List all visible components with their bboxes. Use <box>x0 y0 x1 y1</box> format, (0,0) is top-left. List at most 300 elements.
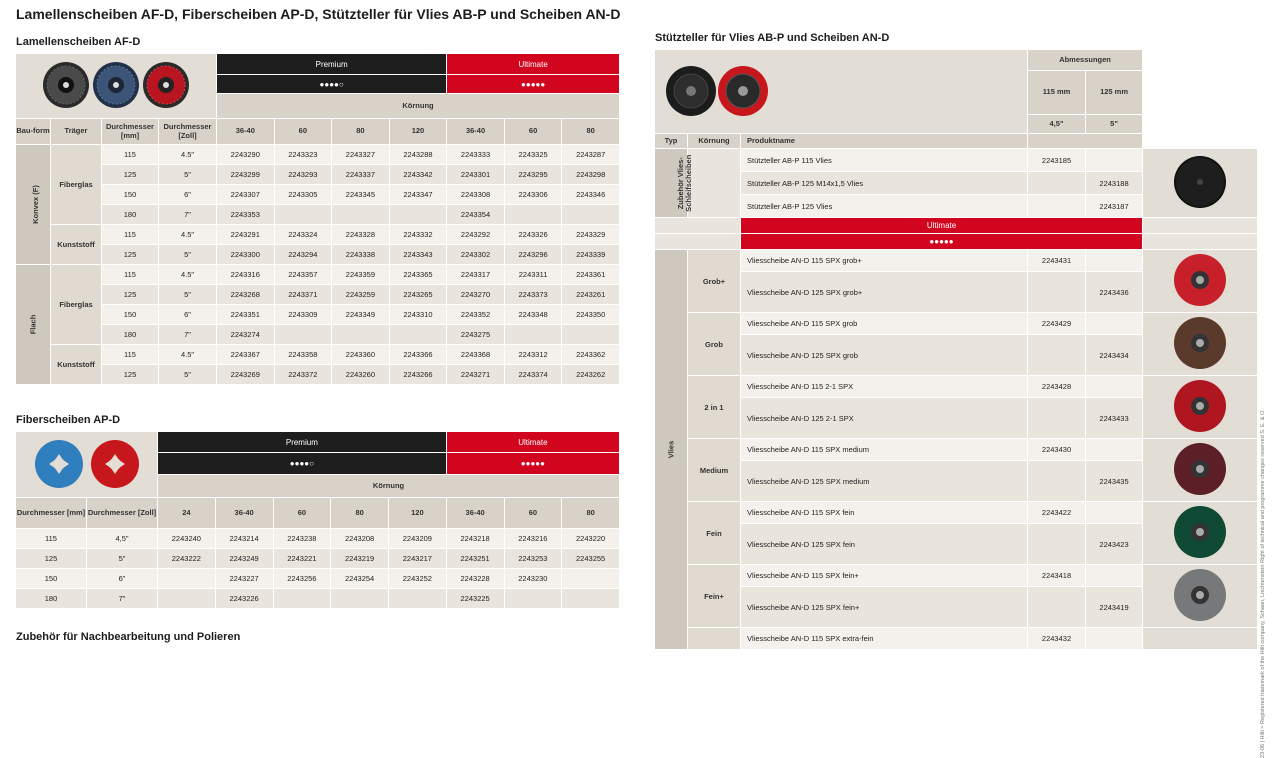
af-article-number <box>390 205 447 224</box>
af-article-number: 2243324 <box>275 225 332 244</box>
af-diameter-mm: 150 <box>102 305 158 324</box>
af-article-number: 2243270 <box>447 285 504 304</box>
af-product-images <box>16 54 216 118</box>
af-article-number: 2243351 <box>217 305 274 324</box>
af-table-row <box>16 185 619 204</box>
af-article-number: 2243259 <box>332 285 389 304</box>
ap-grit-header: 80 <box>331 498 388 528</box>
ap-grit-header: 36-40 <box>216 498 273 528</box>
ap-grit-header: 120 <box>389 498 446 528</box>
st-spacer <box>1143 218 1257 233</box>
st-article-125 <box>1086 565 1142 586</box>
af-diameter-mm: 115 <box>102 265 158 284</box>
af-article-number: 2243325 <box>505 145 562 164</box>
ap-article-number: 2243240 <box>158 529 215 548</box>
af-grit-header: 36-40 <box>217 119 274 144</box>
section-title-ap: Fiberscheiben AP-D <box>16 414 121 426</box>
st-vlies-disc-image-cell <box>1143 313 1257 375</box>
ap-disc-blue-image <box>35 440 83 488</box>
ap-diameter-mm: 150 <box>16 569 86 588</box>
st-article-125 <box>1086 502 1142 523</box>
st-vlies-disc-image-cell <box>1143 502 1257 564</box>
af-article-number: 2243317 <box>447 265 504 284</box>
af-article-number: 2243329 <box>562 225 619 244</box>
af-article-number: 2243343 <box>390 245 447 264</box>
af-table-row <box>16 345 619 364</box>
ap-article-number: 2243221 <box>274 549 331 568</box>
st-spacer <box>1143 234 1257 249</box>
st-article-115 <box>1028 524 1085 564</box>
st-article-115 <box>1028 335 1085 375</box>
st-abmessungen-header: Abmessungen <box>1028 50 1142 70</box>
af-col-diameter-inch: Durchmesser [Zoll] <box>159 119 216 144</box>
ap-col-diameter-mm: Durchmesser [mm] <box>16 498 86 528</box>
af-article-number: 2243361 <box>562 265 619 284</box>
ap-diameter-inch: 7" <box>87 589 157 608</box>
st-vlies-koernung: Grob <box>688 313 740 375</box>
af-diameter-mm: 125 <box>102 365 158 384</box>
ap-diameter-inch: 4,5" <box>87 529 157 548</box>
af-diameter-inch: 4.5" <box>159 225 216 244</box>
ap-article-number <box>562 589 619 608</box>
st-vlies-disc-image <box>1171 377 1229 435</box>
section-title-next: Zubehör für Nachbearbeitung und Polieren <box>16 631 241 643</box>
af-premium-header: Premium <box>217 54 446 74</box>
af-article-number: 2243371 <box>275 285 332 304</box>
af-article-number: 2243342 <box>390 165 447 184</box>
ap-article-number <box>158 569 215 588</box>
st-product-name: Vliesscheibe AN-D 125 SPX fein+ <box>741 587 1027 627</box>
ap-article-number: 2243217 <box>389 549 446 568</box>
af-diameter-inch: 4.5" <box>159 265 216 284</box>
af-disc-black-image <box>43 62 89 108</box>
st-product-name: Stützteller AB-P 125 M14x1,5 Vlies <box>741 172 1027 194</box>
st-product-name: Vliesscheibe AN-D 115 2-1 SPX <box>741 376 1027 397</box>
af-article-number: 2243345 <box>332 185 389 204</box>
st-product-name: Vliesscheibe AN-D 115 SPX medium <box>741 439 1027 460</box>
st-spacer <box>655 234 740 249</box>
st-col-koernung: Körnung <box>688 134 740 148</box>
af-grit-header: 60 <box>505 119 562 144</box>
st-article-125: 2243435 <box>1086 461 1142 501</box>
st-article-115 <box>1028 172 1085 194</box>
af-article-number: 2243265 <box>390 285 447 304</box>
af-article-number <box>562 325 619 344</box>
af-table-row <box>16 285 619 304</box>
ap-koernung-header: Körnung <box>158 475 619 497</box>
ap-article-number <box>505 589 562 608</box>
st-product-name: Vliesscheibe AN-D 125 SPX grob <box>741 335 1027 375</box>
st-vlies-koernung: 2 in 1 <box>688 376 740 438</box>
st-article-125: 2243419 <box>1086 587 1142 627</box>
page-title: Lamellenscheiben AF-D, Fiberscheiben AP-D, Stützteller für Vlies AB-P und Scheiben AN-D <box>16 6 621 22</box>
st-article-125 <box>1086 376 1142 397</box>
st-article-115 <box>1028 461 1085 501</box>
ap-diameter-mm: 180 <box>16 589 86 608</box>
af-article-number <box>390 325 447 344</box>
af-diameter-mm: 115 <box>102 145 158 164</box>
af-article-number: 2243366 <box>390 345 447 364</box>
ap-article-number <box>562 569 619 588</box>
af-article-number: 2243337 <box>332 165 389 184</box>
st-article-115 <box>1028 587 1085 627</box>
af-article-number <box>275 325 332 344</box>
st-article-125 <box>1086 250 1142 271</box>
af-article-number: 2243352 <box>447 305 504 324</box>
ap-article-number: 2243208 <box>331 529 388 548</box>
af-article-number <box>505 205 562 224</box>
af-article-number: 2243271 <box>447 365 504 384</box>
af-premium-rating: ●●●●○ <box>217 75 446 93</box>
af-diameter-mm: 125 <box>102 285 158 304</box>
st-backing-pad-black-image <box>666 66 716 116</box>
af-grit-header: 80 <box>332 119 389 144</box>
af-grit-header: 36-40 <box>447 119 504 144</box>
af-diameter-inch: 5" <box>159 285 216 304</box>
af-article-number <box>332 325 389 344</box>
st-article-115: 2243430 <box>1028 439 1085 460</box>
af-article-number: 2243367 <box>217 345 274 364</box>
st-article-115: 2243431 <box>1028 250 1085 271</box>
af-article-number: 2243291 <box>217 225 274 244</box>
ap-grit-header: 24 <box>158 498 215 528</box>
st-col-produktname: Produktname <box>741 134 1027 148</box>
af-article-number: 2243339 <box>562 245 619 264</box>
af-table-row <box>16 225 619 244</box>
af-ultimate-rating: ●●●●● <box>447 75 619 93</box>
af-table <box>15 53 620 385</box>
st-vlies-koernung <box>688 628 740 649</box>
st-zubehoer-row <box>655 149 1257 171</box>
af-article-number: 2243268 <box>217 285 274 304</box>
st-article-125 <box>1086 628 1142 649</box>
af-article-number: 2243262 <box>562 365 619 384</box>
af-article-number: 2243292 <box>447 225 504 244</box>
af-bauform-cell <box>16 145 50 264</box>
af-article-number: 2243338 <box>332 245 389 264</box>
ap-product-images <box>16 432 157 497</box>
st-col-115mm: 115 mm <box>1028 71 1085 114</box>
ap-ultimate-header: Ultimate <box>447 432 619 452</box>
st-vlies-row <box>655 628 1257 649</box>
af-grit-header: 60 <box>275 119 332 144</box>
af-article-number: 2243357 <box>275 265 332 284</box>
st-article-115 <box>1028 272 1085 312</box>
st-backing-pad-image-cell <box>1143 149 1257 217</box>
af-article-number: 2243293 <box>275 165 332 184</box>
af-article-number: 2243327 <box>332 145 389 164</box>
af-bauform-label: Flach <box>28 314 38 335</box>
af-article-number: 2243362 <box>562 345 619 364</box>
st-article-125: 2243436 <box>1086 272 1142 312</box>
af-article-number: 2243307 <box>217 185 274 204</box>
st-product-name: Vliesscheibe AN-D 115 SPX extra-fein <box>741 628 1027 649</box>
af-diameter-inch: 7" <box>159 325 216 344</box>
af-ultimate-header: Ultimate <box>447 54 619 74</box>
st-product-name: Stützteller AB-P 115 Vlies <box>741 149 1027 171</box>
st-vlies-koernung: Fein+ <box>688 565 740 627</box>
af-grit-header: 80 <box>562 119 619 144</box>
st-article-115: 2243428 <box>1028 376 1085 397</box>
st-vlies-koernung: Medium <box>688 439 740 501</box>
st-product-name: Vliesscheibe AN-D 125 SPX grob+ <box>741 272 1027 312</box>
af-table-row <box>16 325 619 344</box>
st-article-115: 2243185 <box>1028 149 1085 171</box>
st-product-images <box>655 50 1027 133</box>
ap-grit-header: 36-40 <box>447 498 504 528</box>
st-article-115 <box>1028 195 1085 217</box>
af-article-number: 2243354 <box>447 205 504 224</box>
af-article-number: 2243374 <box>505 365 562 384</box>
st-vlies-disc-image-cell <box>1143 439 1257 501</box>
ap-table-row <box>16 549 619 568</box>
af-article-number: 2243312 <box>505 345 562 364</box>
af-article-number: 2243274 <box>217 325 274 344</box>
af-koernung-header: Körnung <box>217 94 619 118</box>
st-vlies-koernung: Fein <box>688 502 740 564</box>
ap-disc-red-image <box>91 440 139 488</box>
af-article-number: 2243260 <box>332 365 389 384</box>
ap-article-number: 2243227 <box>216 569 273 588</box>
af-article-number: 2243353 <box>217 205 274 224</box>
ap-article-number: 2243251 <box>447 549 504 568</box>
af-article-number: 2243346 <box>562 185 619 204</box>
st-vlies-disc-image <box>1171 251 1229 309</box>
af-article-number: 2243372 <box>275 365 332 384</box>
af-article-number: 2243350 <box>562 305 619 324</box>
st-vlies-disc-image-cell <box>1143 376 1257 438</box>
af-diameter-mm: 150 <box>102 185 158 204</box>
ap-table-row <box>16 569 619 588</box>
st-product-name: Vliesscheibe AN-D 125 2-1 SPX <box>741 398 1027 438</box>
af-bauform-label: Konvex (F) <box>30 185 40 224</box>
af-article-number: 2243333 <box>447 145 504 164</box>
af-article-number: 2243299 <box>217 165 274 184</box>
section-title-af: Lamellenscheiben AF-D <box>16 36 141 48</box>
st-zub-koernung-cell <box>688 149 740 217</box>
af-article-number: 2243332 <box>390 225 447 244</box>
af-traeger-cell: Kunststoff <box>51 225 101 264</box>
st-col-125mm: 125 mm <box>1086 71 1142 114</box>
st-article-115: 2243429 <box>1028 313 1085 334</box>
af-article-number: 2243288 <box>390 145 447 164</box>
af-article-number: 2243306 <box>505 185 562 204</box>
af-table-row <box>16 265 619 284</box>
af-diameter-inch: 4.5" <box>159 345 216 364</box>
ap-col-diameter-inch: Durchmesser [Zoll] <box>87 498 157 528</box>
af-col-diameter-mm: Durchmesser [mm] <box>102 119 158 144</box>
st-vlies-disc-image-cell <box>1143 250 1257 312</box>
af-grit-header: 120 <box>390 119 447 144</box>
af-article-number: 2243261 <box>562 285 619 304</box>
af-diameter-inch: 7" <box>159 205 216 224</box>
af-article-number: 2243287 <box>562 145 619 164</box>
st-backing-pad-red-image <box>718 66 768 116</box>
af-article-number: 2243326 <box>505 225 562 244</box>
af-article-number: 2243359 <box>332 265 389 284</box>
ap-article-number: 2243253 <box>505 549 562 568</box>
ap-article-number: 2243219 <box>331 549 388 568</box>
af-article-number: 2243311 <box>505 265 562 284</box>
ap-table-row <box>16 529 619 548</box>
st-product-name: Vliesscheibe AN-D 125 SPX fein <box>741 524 1027 564</box>
af-diameter-inch: 5" <box>159 365 216 384</box>
ap-article-number <box>331 589 388 608</box>
af-article-number: 2243358 <box>275 345 332 364</box>
ap-article-number: 2243222 <box>158 549 215 568</box>
af-article-number: 2243308 <box>447 185 504 204</box>
st-article-115: 2243432 <box>1028 628 1085 649</box>
st-vlies-cell <box>655 250 687 649</box>
ap-article-number: 2243220 <box>562 529 619 548</box>
ap-diameter-mm: 125 <box>16 549 86 568</box>
st-backing-pad-image <box>1170 152 1230 212</box>
st-vlies-row <box>655 376 1257 397</box>
af-article-number: 2243275 <box>447 325 504 344</box>
af-article-number: 2243347 <box>390 185 447 204</box>
st-article-125 <box>1086 149 1142 171</box>
st-product-name: Vliesscheibe AN-D 115 SPX grob <box>741 313 1027 334</box>
af-article-number: 2243349 <box>332 305 389 324</box>
st-zubehoer-cell <box>655 149 693 217</box>
af-article-number: 2243301 <box>447 165 504 184</box>
af-table-row <box>16 145 619 164</box>
af-diameter-mm: 180 <box>102 325 158 344</box>
st-col-45in: 4,5" <box>1028 115 1085 133</box>
af-disc-blue-image <box>93 62 139 108</box>
st-product-name: Vliesscheibe AN-D 125 SPX medium <box>741 461 1027 501</box>
ap-article-number: 2243228 <box>447 569 504 588</box>
af-article-number <box>505 325 562 344</box>
af-diameter-inch: 5" <box>159 165 216 184</box>
ap-premium-header: Premium <box>158 432 446 452</box>
af-article-number: 2243296 <box>505 245 562 264</box>
ap-table-row <box>16 589 619 608</box>
st-product-name: Vliesscheibe AN-D 115 SPX grob+ <box>741 250 1027 271</box>
af-table-row <box>16 365 619 384</box>
st-col-typ: Typ <box>655 134 687 148</box>
af-diameter-inch: 4.5" <box>159 145 216 164</box>
st-article-125: 2243434 <box>1086 335 1142 375</box>
af-article-number: 2243316 <box>217 265 274 284</box>
ap-article-number: 2243216 <box>505 529 562 548</box>
af-diameter-mm: 115 <box>102 225 158 244</box>
st-ultimate-header: Ultimate <box>741 218 1142 233</box>
st-vlies-disc-image <box>1171 440 1229 498</box>
st-article-125: 2243188 <box>1086 172 1142 194</box>
af-col-traeger: Träger <box>51 119 101 144</box>
st-zubehoer-label: Zubehör Vlies-Schleifscheiben <box>675 154 693 212</box>
ap-article-number: 2243254 <box>331 569 388 588</box>
st-vlies-disc-image <box>1171 503 1229 561</box>
st-vlies-row <box>655 565 1257 586</box>
af-disc-red-image <box>143 62 189 108</box>
st-article-125 <box>1086 439 1142 460</box>
ap-article-number: 2243238 <box>274 529 331 548</box>
st-product-name: Stützteller AB-P 125 Vlies <box>741 195 1027 217</box>
ap-article-number: 2243226 <box>216 589 273 608</box>
af-article-number: 2243298 <box>562 165 619 184</box>
st-article-115: 2243418 <box>1028 565 1085 586</box>
st-vlies-disc-image <box>1171 566 1229 624</box>
st-spacer <box>655 218 740 233</box>
af-article-number: 2243290 <box>217 145 274 164</box>
ap-article-number: 2243256 <box>274 569 331 588</box>
st-vlies-row <box>655 439 1257 460</box>
af-diameter-mm: 180 <box>102 205 158 224</box>
ap-article-number: 2243218 <box>447 529 504 548</box>
ap-diameter-mm: 115 <box>16 529 86 548</box>
af-article-number: 2243294 <box>275 245 332 264</box>
af-bauform-cell <box>16 265 50 384</box>
af-article-number: 2243269 <box>217 365 274 384</box>
af-article-number: 2243368 <box>447 345 504 364</box>
st-vlies-row <box>655 502 1257 523</box>
section-title-st: Stützteller für Vlies AB-P und Scheiben AN-D <box>655 32 890 44</box>
af-diameter-inch: 6" <box>159 185 216 204</box>
ap-article-number: 2243249 <box>216 549 273 568</box>
af-article-number: 2243373 <box>505 285 562 304</box>
af-article-number: 2243300 <box>217 245 274 264</box>
af-article-number <box>275 205 332 224</box>
st-article-125: 2243187 <box>1086 195 1142 217</box>
ap-article-number: 2243225 <box>447 589 504 608</box>
af-diameter-inch: 5" <box>159 245 216 264</box>
st-article-125: 2243433 <box>1086 398 1142 438</box>
st-product-name: Vliesscheibe AN-D 115 SPX fein <box>741 502 1027 523</box>
st-vlies-disc-image-cell <box>1143 565 1257 627</box>
af-article-number: 2243348 <box>505 305 562 324</box>
ap-article-number <box>274 589 331 608</box>
af-article-number <box>562 205 619 224</box>
st-vlies-row <box>655 250 1257 271</box>
af-article-number: 2243365 <box>390 265 447 284</box>
st-vlies-koernung: Grob+ <box>688 250 740 312</box>
af-table-row <box>16 305 619 324</box>
af-article-number: 2243323 <box>275 145 332 164</box>
st-col-5in: 5" <box>1086 115 1142 133</box>
af-traeger-cell: Kunststoff <box>51 345 101 384</box>
af-table-row <box>16 245 619 264</box>
af-article-number: 2243302 <box>447 245 504 264</box>
ap-article-number: 2243255 <box>562 549 619 568</box>
ap-table <box>15 431 620 609</box>
af-traeger-cell: Fiberglas <box>51 145 101 224</box>
af-diameter-mm: 125 <box>102 165 158 184</box>
st-product-name: Vliesscheibe AN-D 115 SPX fein+ <box>741 565 1027 586</box>
ap-grit-header: 60 <box>505 498 562 528</box>
af-diameter-mm: 125 <box>102 245 158 264</box>
st-article-115: 2243422 <box>1028 502 1085 523</box>
af-article-number: 2243295 <box>505 165 562 184</box>
af-article-number: 2243266 <box>390 365 447 384</box>
af-col-bauform: Bau-form <box>16 119 50 144</box>
af-article-number: 2243360 <box>332 345 389 364</box>
st-vlies-label: Vlies <box>666 440 676 459</box>
ap-article-number <box>389 589 446 608</box>
legal-note: 23-06 | Hilti = Registered trademark of the Hilti company, Schaan, Liechtenstein Right of technical and programme changes reserved S. E. & O. <box>1260 409 1266 758</box>
ap-article-number: 2243214 <box>216 529 273 548</box>
af-article-number: 2243328 <box>332 225 389 244</box>
af-table-row <box>16 205 619 224</box>
ap-diameter-inch: 6" <box>87 569 157 588</box>
af-diameter-mm: 115 <box>102 345 158 364</box>
af-traeger-cell: Fiberglas <box>51 265 101 344</box>
st-ultimate-rating: ●●●●● <box>741 234 1142 249</box>
st-table <box>654 49 1258 650</box>
st-article-115 <box>1028 398 1085 438</box>
ap-article-number: 2243230 <box>505 569 562 588</box>
